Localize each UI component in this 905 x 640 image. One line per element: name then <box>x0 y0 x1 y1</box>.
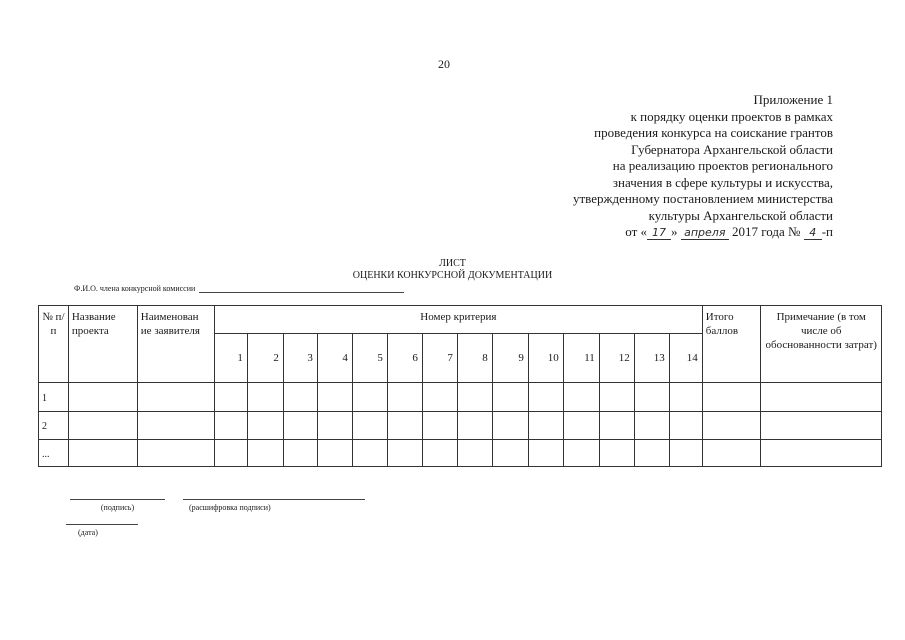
table-cell[interactable] <box>702 440 761 467</box>
table-cell[interactable] <box>214 412 247 440</box>
table-cell[interactable] <box>492 440 528 467</box>
date-line[interactable] <box>66 524 138 525</box>
table-cell[interactable] <box>247 440 283 467</box>
appendix-line: Приложение 1 <box>753 92 833 107</box>
table-cell[interactable] <box>563 383 599 412</box>
handwritten-day: 17 <box>647 227 671 240</box>
table-cell[interactable] <box>563 440 599 467</box>
table-cell[interactable] <box>422 412 457 440</box>
fio-blank-line[interactable] <box>199 292 404 293</box>
signature-label: (подпись) <box>100 503 135 512</box>
appendix-line: культуры Архангельской области <box>648 207 833 223</box>
table-cell[interactable] <box>352 383 387 412</box>
table-cell[interactable] <box>599 383 634 412</box>
signature-decode-label: (расшифровка подписи) <box>189 503 271 512</box>
criteria-number: 2 <box>247 334 283 383</box>
table-cell[interactable] <box>387 440 422 467</box>
commission-member-field[interactable] <box>74 284 404 293</box>
header-applicant: Наименован ие заявителя <box>137 306 214 383</box>
signature-decode-line[interactable] <box>183 499 365 500</box>
table-row <box>39 412 882 440</box>
criteria-number: 7 <box>422 334 457 383</box>
number-suffix: -п <box>821 224 833 239</box>
criteria-number: 6 <box>387 334 422 383</box>
criteria-number: 8 <box>457 334 492 383</box>
row-number: 1 <box>39 383 69 412</box>
appendix-line: проведения конкурса на соискание грантов <box>594 125 833 140</box>
table-cell[interactable] <box>761 440 882 467</box>
table-cell[interactable] <box>137 440 214 467</box>
year-text: 2017 года № <box>732 224 801 239</box>
table-cell[interactable] <box>761 383 882 412</box>
row-number: ... <box>39 440 69 467</box>
header-criteria: Номер критерия <box>214 306 702 334</box>
criteria-number: 3 <box>283 334 317 383</box>
handwritten-month: апреля <box>681 227 729 240</box>
page-number: 20 <box>438 57 450 71</box>
table-cell[interactable] <box>634 412 669 440</box>
date-field[interactable] <box>66 524 138 537</box>
appendix-line: на реализацию проектов регионального <box>612 158 833 173</box>
table-cell[interactable] <box>702 412 761 440</box>
table-cell[interactable] <box>634 383 669 412</box>
table-cell[interactable] <box>317 412 352 440</box>
table-cell[interactable] <box>283 383 317 412</box>
signature-decode-field[interactable] <box>183 499 365 512</box>
table-cell[interactable] <box>761 412 882 440</box>
table-cell[interactable] <box>68 412 137 440</box>
table-cell[interactable] <box>634 440 669 467</box>
table-cell[interactable] <box>214 383 247 412</box>
sheet-title-line2: ОЦЕНКИ КОНКУРСНОЙ ДОКУМЕНТАЦИИ <box>352 270 553 281</box>
table-cell[interactable] <box>137 412 214 440</box>
appendix-line: к порядку оценки проектов в рамках <box>630 108 833 124</box>
table-cell[interactable] <box>702 383 761 412</box>
table-row <box>39 440 882 467</box>
table-cell[interactable] <box>352 412 387 440</box>
fio-label: Ф.И.О. члена конкурсной комиссии <box>74 284 196 293</box>
table-cell[interactable] <box>669 412 702 440</box>
table-cell[interactable] <box>528 383 563 412</box>
evaluation-table <box>38 305 882 467</box>
criteria-number: 10 <box>528 334 563 383</box>
table-cell[interactable] <box>283 440 317 467</box>
table-cell[interactable] <box>457 412 492 440</box>
sheet-title-line1: ЛИСТ <box>439 258 466 269</box>
header-project-name: Название проекта <box>68 306 137 383</box>
table-cell[interactable] <box>563 412 599 440</box>
criteria-number: 12 <box>599 334 634 383</box>
table-cell[interactable] <box>669 383 702 412</box>
table-cell[interactable] <box>68 383 137 412</box>
table-cell[interactable] <box>528 440 563 467</box>
handwritten-number: 4 <box>804 227 822 240</box>
table-cell[interactable] <box>528 412 563 440</box>
table-cell[interactable] <box>492 412 528 440</box>
criteria-number: 9 <box>492 334 528 383</box>
appendix-block <box>493 92 833 241</box>
table-cell[interactable] <box>387 412 422 440</box>
date-label: (дата) <box>78 528 98 537</box>
table-cell[interactable] <box>669 440 702 467</box>
row-number: 2 <box>39 412 69 440</box>
resolution-date-line <box>493 224 833 241</box>
appendix-line: утвержденному постановлением министерства <box>572 191 833 206</box>
signature-line[interactable] <box>70 499 165 500</box>
criteria-number: 14 <box>669 334 702 383</box>
sheet-title <box>0 258 905 282</box>
table-cell[interactable] <box>137 383 214 412</box>
table-cell[interactable] <box>214 440 247 467</box>
table-cell[interactable] <box>422 383 457 412</box>
table-cell[interactable] <box>492 383 528 412</box>
table-cell[interactable] <box>247 383 283 412</box>
table-cell[interactable] <box>457 440 492 467</box>
criteria-number: 11 <box>563 334 599 383</box>
appendix-line: Губернатора Архангельской области <box>631 141 833 157</box>
table-cell[interactable] <box>599 440 634 467</box>
appendix-line: значения в сфере культуры и искусства, <box>612 174 833 190</box>
table-cell[interactable] <box>317 383 352 412</box>
table-cell[interactable] <box>599 412 634 440</box>
table-cell[interactable] <box>68 440 137 467</box>
signature-field[interactable] <box>70 499 165 512</box>
criteria-number: 13 <box>634 334 669 383</box>
table-cell[interactable] <box>352 440 387 467</box>
criteria-number: 5 <box>352 334 387 383</box>
header-total: Итого баллов <box>702 306 761 383</box>
header-row-number: № п/п <box>39 306 69 383</box>
criteria-number: 1 <box>214 334 247 383</box>
table-cell[interactable] <box>422 440 457 467</box>
table-cell[interactable] <box>457 383 492 412</box>
table-row <box>39 383 882 412</box>
criteria-number: 4 <box>317 334 352 383</box>
table-cell[interactable] <box>283 412 317 440</box>
table-cell[interactable] <box>247 412 283 440</box>
table-cell[interactable] <box>317 440 352 467</box>
date-prefix: от « <box>625 224 648 239</box>
header-note: Примечание (в том числе об обоснованности затрат) <box>761 306 882 383</box>
table-cell[interactable] <box>387 383 422 412</box>
date-mid: » <box>671 224 678 239</box>
